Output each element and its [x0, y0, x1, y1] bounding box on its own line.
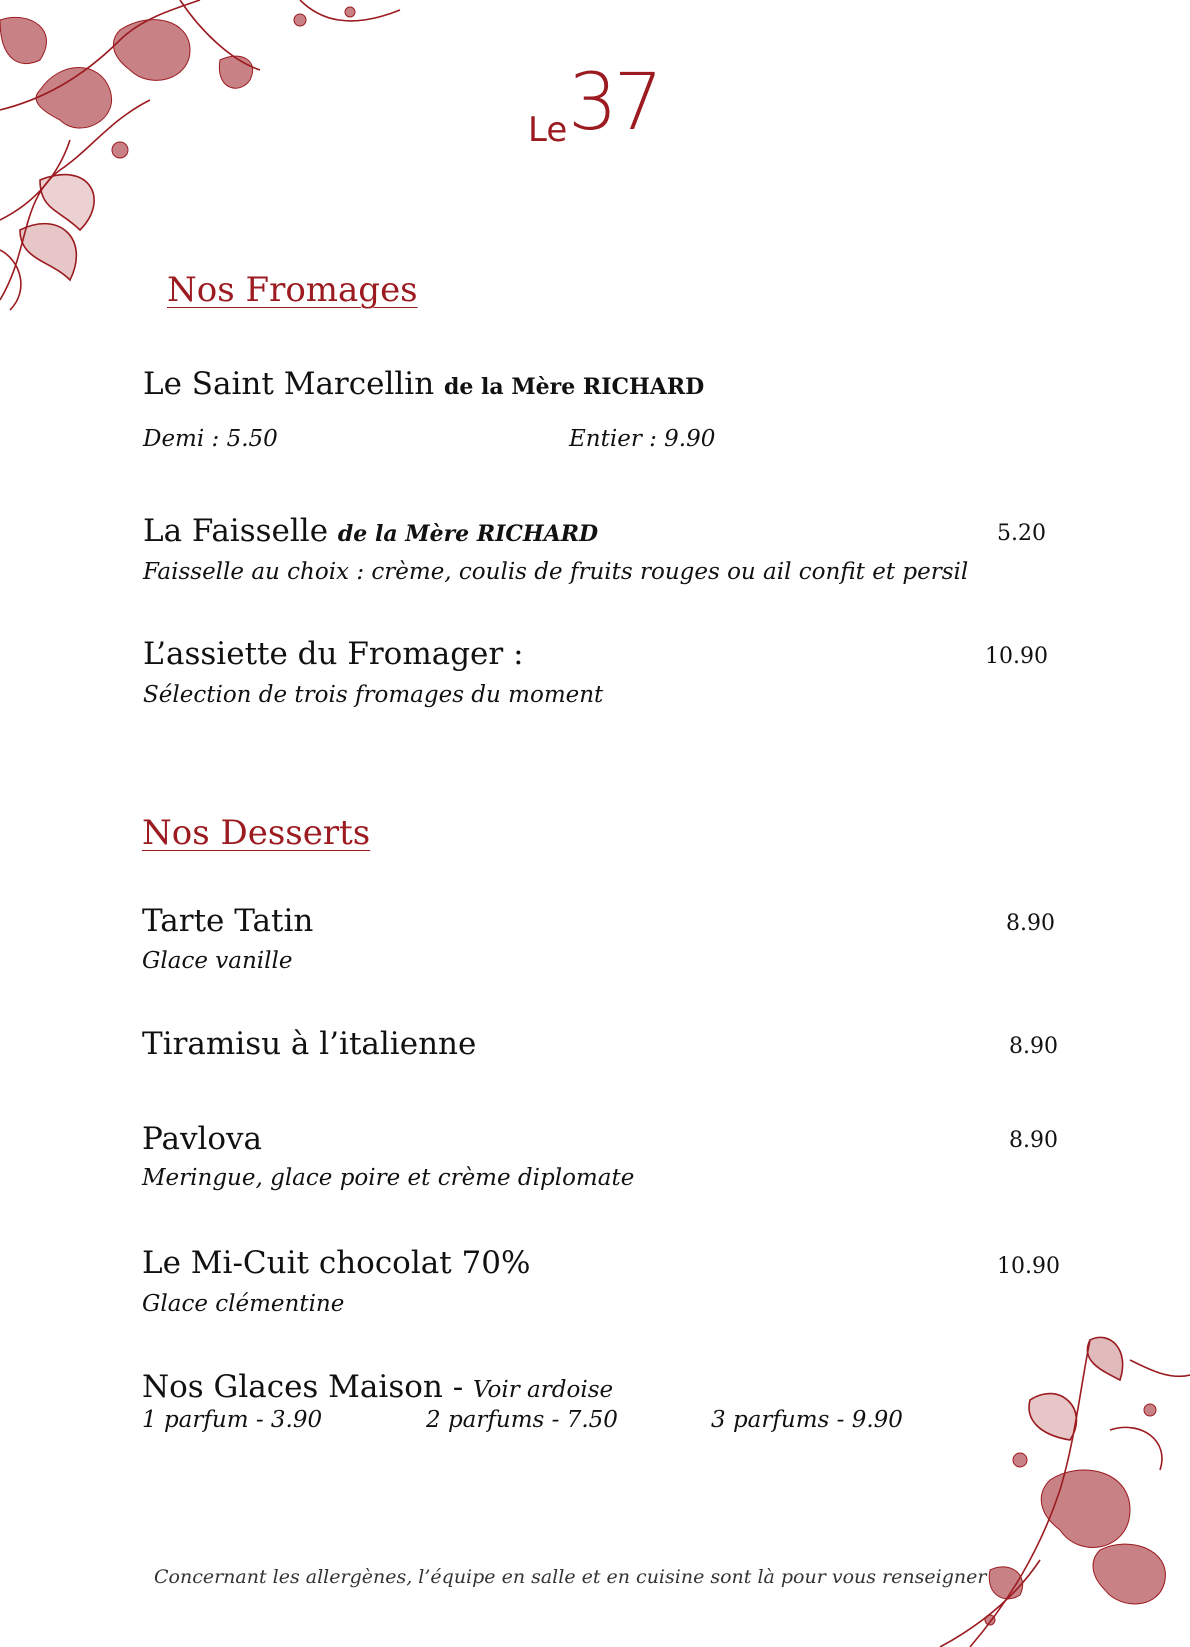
item-price: 5.20 — [997, 521, 1046, 546]
glace-option: 3 parfums - 9.90 — [711, 1407, 903, 1433]
item-price: 10.90 — [997, 1254, 1060, 1279]
menu-item-faisselle — [143, 513, 598, 549]
section-title-desserts: Nos Desserts — [142, 813, 371, 853]
glace-option: 1 parfum - 3.90 — [142, 1407, 323, 1433]
item-description: Meringue, glace poire et crème diplomate — [142, 1165, 635, 1191]
restaurant-logo — [520, 58, 670, 158]
item-price: 8.90 — [1009, 1034, 1058, 1059]
item-description: Faisselle au choix : crème, coulis de fruits rouges ou ail confit et persil — [143, 559, 969, 585]
price-entier: Entier : 9.90 — [569, 426, 716, 452]
item-description: Sélection de trois fromages du moment — [143, 682, 604, 708]
item-description: Glace vanille — [142, 948, 293, 974]
item-name: Nos Glaces Maison - — [142, 1369, 464, 1405]
item-name: La Faisselle — [143, 513, 329, 549]
logo-prefix: Le — [528, 110, 568, 150]
menu-item-glaces-maison — [142, 1369, 613, 1405]
menu-item-pavlova: Pavlova — [142, 1121, 263, 1157]
floral-engraving-icon — [930, 1320, 1190, 1647]
logo-number: 37 — [568, 58, 660, 148]
price-demi: Demi : 5.50 — [143, 426, 278, 452]
menu-item-assiette-fromager — [143, 636, 524, 672]
glace-option: 2 parfums - 7.50 — [426, 1407, 618, 1433]
menu-item-tiramisu: Tiramisu à l’italienne — [142, 1026, 477, 1062]
item-origin: de la Mère RICHARD — [337, 521, 599, 547]
section-title-fromages: Nos Fromages — [167, 270, 418, 310]
item-description: Glace clémentine — [142, 1291, 345, 1317]
item-name: Le Saint Marcellin — [143, 366, 435, 402]
item-origin: de la Mère RICHARD — [444, 374, 705, 400]
item-price: 8.90 — [1009, 1128, 1058, 1153]
menu-item-saint-marcellin — [143, 366, 704, 402]
item-note: Voir ardoise — [473, 1377, 614, 1403]
item-name: L’assiette du Fromager : — [143, 636, 524, 672]
item-price: 10.90 — [985, 644, 1048, 669]
item-price: 8.90 — [1006, 911, 1055, 936]
menu-item-mi-cuit: Le Mi-Cuit chocolat 70% — [142, 1245, 531, 1281]
menu-item-tarte-tatin: Tarte Tatin — [142, 903, 314, 939]
allergen-notice: Concernant les allergènes, l’équipe en salle et en cuisine sont là pour vous renseigner — [154, 1566, 987, 1588]
